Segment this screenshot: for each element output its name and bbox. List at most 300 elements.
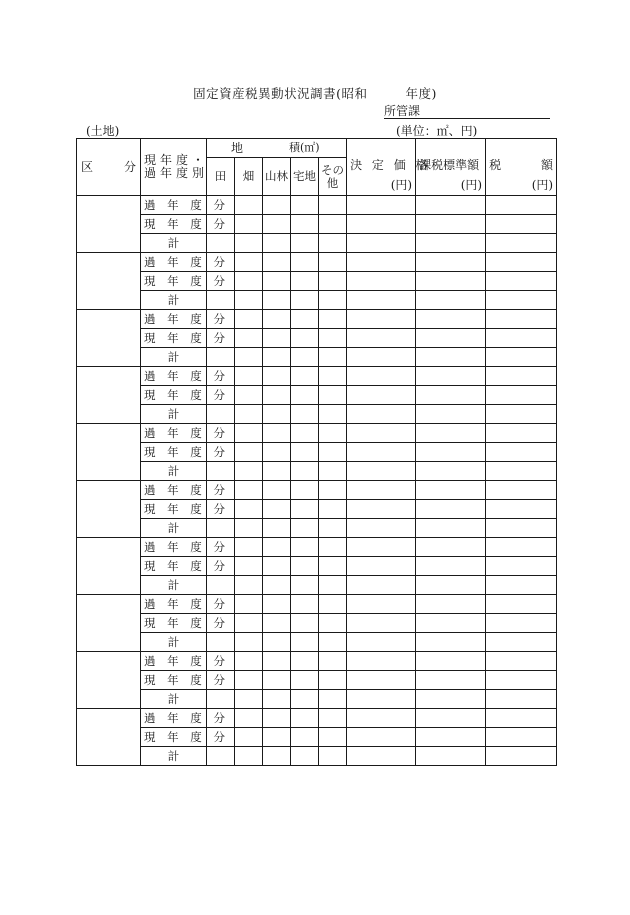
row-label: 現 年 度 分	[141, 443, 207, 462]
data-cell[interactable]	[486, 253, 557, 272]
row-label: 過 年 度 分	[141, 595, 207, 614]
data-cell[interactable]	[235, 348, 263, 367]
category-cell[interactable]	[77, 652, 141, 709]
row-label: 計	[141, 633, 207, 652]
data-cell[interactable]	[319, 215, 347, 234]
row-label: 過 年 度 分	[141, 481, 207, 500]
table-row	[77, 633, 557, 652]
data-cell[interactable]	[291, 481, 319, 500]
data-cell[interactable]	[235, 253, 263, 272]
data-cell[interactable]	[291, 747, 319, 766]
data-cell[interactable]	[291, 253, 319, 272]
row-label: 現 年 度 分	[141, 671, 207, 690]
data-cell[interactable]	[347, 538, 416, 557]
data-cell[interactable]	[416, 500, 486, 519]
data-cell[interactable]	[347, 196, 416, 215]
data-cell[interactable]	[347, 519, 416, 538]
table-row	[77, 652, 557, 671]
data-cell[interactable]	[291, 557, 319, 576]
data-cell[interactable]	[319, 481, 347, 500]
data-cell[interactable]	[486, 690, 557, 709]
table-row	[77, 500, 557, 519]
data-cell[interactable]	[291, 215, 319, 234]
row-label: 過 年 度 分	[141, 709, 207, 728]
table-row	[77, 348, 557, 367]
data-cell[interactable]	[486, 576, 557, 595]
data-cell[interactable]	[347, 557, 416, 576]
data-cell[interactable]	[291, 538, 319, 557]
data-cell[interactable]	[263, 500, 291, 519]
data-cell[interactable]	[263, 329, 291, 348]
data-cell[interactable]	[347, 614, 416, 633]
data-cell[interactable]	[207, 234, 235, 253]
data-cell[interactable]	[319, 633, 347, 652]
data-cell[interactable]	[207, 633, 235, 652]
data-cell[interactable]	[319, 424, 347, 443]
data-cell[interactable]	[235, 633, 263, 652]
row-label: 過 年 度 分	[141, 652, 207, 671]
data-cell[interactable]	[319, 462, 347, 481]
row-label: 計	[141, 405, 207, 424]
table-row	[77, 310, 557, 329]
data-cell[interactable]	[291, 709, 319, 728]
row-label: 計	[141, 291, 207, 310]
data-cell[interactable]	[235, 386, 263, 405]
data-cell[interactable]	[319, 614, 347, 633]
data-cell[interactable]	[319, 595, 347, 614]
data-cell[interactable]	[486, 709, 557, 728]
data-cell[interactable]	[347, 310, 416, 329]
data-cell[interactable]	[416, 234, 486, 253]
data-cell[interactable]	[235, 196, 263, 215]
category-cell[interactable]	[77, 424, 141, 481]
table-row	[77, 462, 557, 481]
table-row	[77, 576, 557, 595]
data-cell[interactable]	[416, 747, 486, 766]
data-cell[interactable]	[263, 671, 291, 690]
data-cell[interactable]	[263, 614, 291, 633]
data-cell[interactable]	[416, 538, 486, 557]
data-cell[interactable]	[263, 709, 291, 728]
data-cell[interactable]	[416, 519, 486, 538]
table-row	[77, 557, 557, 576]
data-cell[interactable]	[416, 443, 486, 462]
data-cell[interactable]	[486, 443, 557, 462]
table-row	[77, 291, 557, 310]
data-cell[interactable]	[319, 576, 347, 595]
data-cell[interactable]	[416, 595, 486, 614]
table-row	[77, 424, 557, 443]
data-cell[interactable]	[235, 595, 263, 614]
data-cell[interactable]	[263, 519, 291, 538]
data-cell[interactable]	[291, 576, 319, 595]
data-cell[interactable]	[347, 500, 416, 519]
table-row	[77, 329, 557, 348]
decided-price-header: 決 定 価 格 (円)	[347, 139, 416, 196]
row-label: 現 年 度 分	[141, 215, 207, 234]
change-status-table	[76, 138, 557, 766]
data-cell[interactable]	[416, 348, 486, 367]
data-cell[interactable]	[416, 728, 486, 747]
data-cell[interactable]	[416, 272, 486, 291]
data-cell[interactable]	[319, 310, 347, 329]
data-cell[interactable]	[347, 329, 416, 348]
row-label: 計	[141, 462, 207, 481]
data-cell[interactable]	[486, 234, 557, 253]
data-cell[interactable]	[263, 443, 291, 462]
row-label: 現 年 度 分	[141, 329, 207, 348]
data-cell[interactable]	[416, 614, 486, 633]
data-cell[interactable]	[486, 329, 557, 348]
data-cell[interactable]	[486, 633, 557, 652]
data-cell[interactable]	[416, 462, 486, 481]
data-cell[interactable]	[207, 405, 235, 424]
data-cell[interactable]	[486, 500, 557, 519]
table-row	[77, 443, 557, 462]
data-cell[interactable]	[347, 709, 416, 728]
data-cell[interactable]	[319, 386, 347, 405]
row-label: 過 年 度 分	[141, 424, 207, 443]
data-cell[interactable]	[319, 443, 347, 462]
data-cell[interactable]	[263, 747, 291, 766]
table-row	[77, 690, 557, 709]
data-cell[interactable]	[263, 576, 291, 595]
data-cell[interactable]	[486, 348, 557, 367]
data-cell[interactable]	[207, 690, 235, 709]
data-cell[interactable]	[416, 291, 486, 310]
data-cell[interactable]	[263, 728, 291, 747]
table-row	[77, 595, 557, 614]
data-cell[interactable]	[416, 386, 486, 405]
row-label: 過 年 度 分	[141, 310, 207, 329]
data-cell[interactable]	[235, 614, 263, 633]
data-cell[interactable]	[486, 671, 557, 690]
data-cell[interactable]	[235, 234, 263, 253]
data-cell[interactable]	[347, 405, 416, 424]
data-cell[interactable]	[486, 519, 557, 538]
data-cell[interactable]	[235, 272, 263, 291]
data-cell[interactable]	[416, 405, 486, 424]
data-cell[interactable]	[347, 633, 416, 652]
data-cell[interactable]	[416, 709, 486, 728]
data-cell[interactable]	[291, 367, 319, 386]
category-cell[interactable]	[77, 367, 141, 424]
table-row	[77, 234, 557, 253]
data-cell[interactable]	[319, 196, 347, 215]
data-cell[interactable]	[347, 481, 416, 500]
table-row	[77, 747, 557, 766]
data-cell[interactable]	[291, 291, 319, 310]
data-cell[interactable]	[347, 253, 416, 272]
data-cell[interactable]	[319, 671, 347, 690]
data-cell[interactable]	[263, 215, 291, 234]
data-cell[interactable]	[319, 234, 347, 253]
data-cell[interactable]	[235, 671, 263, 690]
data-cell[interactable]	[235, 462, 263, 481]
data-cell[interactable]	[291, 633, 319, 652]
area-other-header: その 他	[319, 158, 347, 196]
data-cell[interactable]	[319, 291, 347, 310]
department-field[interactable]	[384, 102, 550, 119]
area-header: 地 積(㎡)	[207, 139, 347, 158]
data-cell[interactable]	[263, 595, 291, 614]
data-cell[interactable]	[291, 405, 319, 424]
data-cell[interactable]	[291, 595, 319, 614]
row-label: 計	[141, 747, 207, 766]
table-row	[77, 253, 557, 272]
row-label: 現 年 度 分	[141, 614, 207, 633]
data-cell[interactable]	[263, 253, 291, 272]
data-cell[interactable]	[319, 519, 347, 538]
data-cell[interactable]	[347, 424, 416, 443]
data-cell[interactable]	[347, 671, 416, 690]
data-cell[interactable]	[486, 557, 557, 576]
data-cell[interactable]	[319, 253, 347, 272]
data-cell[interactable]	[416, 196, 486, 215]
data-cell[interactable]	[486, 462, 557, 481]
data-cell[interactable]	[291, 386, 319, 405]
data-cell[interactable]	[416, 481, 486, 500]
data-cell[interactable]	[235, 500, 263, 519]
data-cell[interactable]	[291, 424, 319, 443]
data-cell[interactable]	[486, 291, 557, 310]
data-cell[interactable]	[486, 614, 557, 633]
data-cell[interactable]	[416, 633, 486, 652]
data-cell[interactable]	[416, 576, 486, 595]
data-cell[interactable]	[291, 272, 319, 291]
department-label: 所管課	[384, 104, 421, 118]
data-cell[interactable]	[416, 253, 486, 272]
data-cell[interactable]	[235, 481, 263, 500]
data-cell[interactable]	[291, 462, 319, 481]
data-cell[interactable]	[235, 519, 263, 538]
data-cell[interactable]	[347, 728, 416, 747]
data-cell[interactable]	[486, 215, 557, 234]
land-kind-label: (土地)	[86, 124, 120, 138]
data-cell[interactable]	[291, 728, 319, 747]
data-cell[interactable]	[319, 747, 347, 766]
table-row	[77, 481, 557, 500]
data-cell[interactable]	[235, 652, 263, 671]
data-cell[interactable]	[319, 272, 347, 291]
data-cell[interactable]	[263, 690, 291, 709]
data-cell[interactable]	[319, 690, 347, 709]
data-cell[interactable]	[347, 595, 416, 614]
data-cell[interactable]	[235, 728, 263, 747]
area-residential-header: 宅地	[291, 158, 319, 196]
data-cell[interactable]	[416, 310, 486, 329]
data-cell[interactable]	[263, 633, 291, 652]
data-cell[interactable]	[263, 234, 291, 253]
data-cell[interactable]	[291, 614, 319, 633]
category-cell[interactable]	[77, 310, 141, 367]
data-cell[interactable]	[263, 348, 291, 367]
data-cell[interactable]	[207, 348, 235, 367]
data-cell[interactable]	[235, 424, 263, 443]
data-cell[interactable]	[347, 367, 416, 386]
taxable-standard-header: 課税標準額 (円)	[416, 139, 486, 196]
row-label: 計	[141, 234, 207, 253]
data-cell[interactable]	[291, 652, 319, 671]
data-cell[interactable]	[347, 443, 416, 462]
data-cell[interactable]	[319, 348, 347, 367]
data-cell[interactable]	[207, 519, 235, 538]
data-cell[interactable]	[235, 215, 263, 234]
header-row-1	[77, 139, 557, 158]
data-cell[interactable]	[486, 595, 557, 614]
data-cell[interactable]	[235, 443, 263, 462]
data-cell[interactable]	[319, 367, 347, 386]
data-cell[interactable]	[291, 310, 319, 329]
data-cell[interactable]	[235, 291, 263, 310]
data-cell[interactable]	[291, 329, 319, 348]
data-cell[interactable]	[291, 196, 319, 215]
table-row	[77, 405, 557, 424]
data-cell[interactable]	[235, 557, 263, 576]
data-cell[interactable]	[235, 329, 263, 348]
data-cell[interactable]	[235, 310, 263, 329]
title-end-text: 年度)	[405, 86, 437, 101]
data-cell[interactable]	[319, 557, 347, 576]
data-cell[interactable]	[486, 367, 557, 386]
data-cell[interactable]	[263, 424, 291, 443]
category-cell[interactable]	[77, 253, 141, 310]
table-row	[77, 386, 557, 405]
data-cell[interactable]	[263, 367, 291, 386]
data-cell[interactable]	[486, 310, 557, 329]
data-cell[interactable]	[263, 481, 291, 500]
category-cell[interactable]	[77, 595, 141, 652]
data-cell[interactable]	[486, 386, 557, 405]
data-cell[interactable]	[416, 215, 486, 234]
data-cell[interactable]	[486, 405, 557, 424]
data-cell[interactable]	[235, 709, 263, 728]
data-cell[interactable]	[486, 538, 557, 557]
data-cell[interactable]	[235, 538, 263, 557]
data-cell[interactable]	[319, 405, 347, 424]
row-label: 計	[141, 519, 207, 538]
category-cell[interactable]	[77, 196, 141, 253]
data-cell[interactable]	[416, 557, 486, 576]
row-label: 過 年 度 分	[141, 253, 207, 272]
data-cell[interactable]	[486, 424, 557, 443]
category-header: 区 分	[77, 139, 141, 196]
data-cell[interactable]	[416, 329, 486, 348]
area-forest-header: 山林	[263, 158, 291, 196]
category-cell[interactable]	[77, 538, 141, 595]
data-cell[interactable]	[291, 348, 319, 367]
data-cell[interactable]	[235, 576, 263, 595]
data-cell[interactable]	[416, 424, 486, 443]
data-cell[interactable]	[347, 576, 416, 595]
data-cell[interactable]	[235, 405, 263, 424]
data-cell[interactable]	[235, 690, 263, 709]
row-label: 現 年 度 分	[141, 272, 207, 291]
data-cell[interactable]	[347, 747, 416, 766]
data-cell[interactable]	[207, 291, 235, 310]
tax-amount-header: 税 額 (円)	[486, 139, 557, 196]
data-cell[interactable]	[263, 405, 291, 424]
row-label: 過 年 度 分	[141, 196, 207, 215]
table-row	[77, 196, 557, 215]
data-cell[interactable]	[416, 671, 486, 690]
data-cell[interactable]	[486, 747, 557, 766]
data-cell[interactable]	[347, 291, 416, 310]
row-label: 現 年 度 分	[141, 500, 207, 519]
table-row	[77, 272, 557, 291]
data-cell[interactable]	[347, 690, 416, 709]
data-cell[interactable]	[347, 462, 416, 481]
area-field-header: 畑	[235, 158, 263, 196]
data-cell[interactable]	[486, 196, 557, 215]
data-cell[interactable]	[347, 234, 416, 253]
data-cell[interactable]	[347, 215, 416, 234]
table-row	[77, 728, 557, 747]
row-label: 計	[141, 690, 207, 709]
data-cell[interactable]	[486, 728, 557, 747]
area-rice-field-header: 田	[207, 158, 235, 196]
data-cell[interactable]	[235, 367, 263, 386]
data-cell[interactable]	[319, 500, 347, 519]
data-cell[interactable]	[263, 538, 291, 557]
row-label: 過 年 度 分	[141, 538, 207, 557]
data-cell[interactable]	[291, 690, 319, 709]
data-cell[interactable]	[263, 291, 291, 310]
data-cell[interactable]	[319, 728, 347, 747]
data-cell[interactable]	[207, 747, 235, 766]
data-cell[interactable]	[347, 272, 416, 291]
data-cell[interactable]	[207, 576, 235, 595]
data-cell[interactable]	[291, 519, 319, 538]
data-cell[interactable]	[291, 500, 319, 519]
category-cell[interactable]	[77, 481, 141, 538]
data-cell[interactable]	[263, 386, 291, 405]
unit-label: (単位：㎡、円)	[396, 124, 478, 138]
data-cell[interactable]	[319, 329, 347, 348]
data-cell[interactable]	[263, 462, 291, 481]
data-cell[interactable]	[416, 690, 486, 709]
title-text: 固定資産税異動状況調書(昭和	[193, 86, 368, 101]
data-cell[interactable]	[319, 538, 347, 557]
data-cell[interactable]	[263, 652, 291, 671]
row-label: 現 年 度 分	[141, 728, 207, 747]
data-cell[interactable]	[347, 652, 416, 671]
document-title	[0, 84, 630, 102]
data-cell[interactable]	[291, 671, 319, 690]
data-cell[interactable]	[319, 652, 347, 671]
data-cell[interactable]	[263, 196, 291, 215]
data-cell[interactable]	[347, 386, 416, 405]
data-cell[interactable]	[486, 652, 557, 671]
category-cell[interactable]	[77, 709, 141, 766]
row-label: 計	[141, 576, 207, 595]
data-cell[interactable]	[207, 462, 235, 481]
data-cell[interactable]	[347, 348, 416, 367]
data-cell[interactable]	[416, 367, 486, 386]
row-label: 計	[141, 348, 207, 367]
data-cell[interactable]	[319, 709, 347, 728]
data-cell[interactable]	[416, 652, 486, 671]
row-label: 現 年 度 分	[141, 557, 207, 576]
data-cell[interactable]	[235, 747, 263, 766]
data-cell[interactable]	[263, 272, 291, 291]
data-cell[interactable]	[486, 272, 557, 291]
data-cell[interactable]	[263, 557, 291, 576]
data-cell[interactable]	[291, 443, 319, 462]
data-cell[interactable]	[486, 481, 557, 500]
data-cell[interactable]	[263, 310, 291, 329]
data-cell[interactable]	[291, 234, 319, 253]
